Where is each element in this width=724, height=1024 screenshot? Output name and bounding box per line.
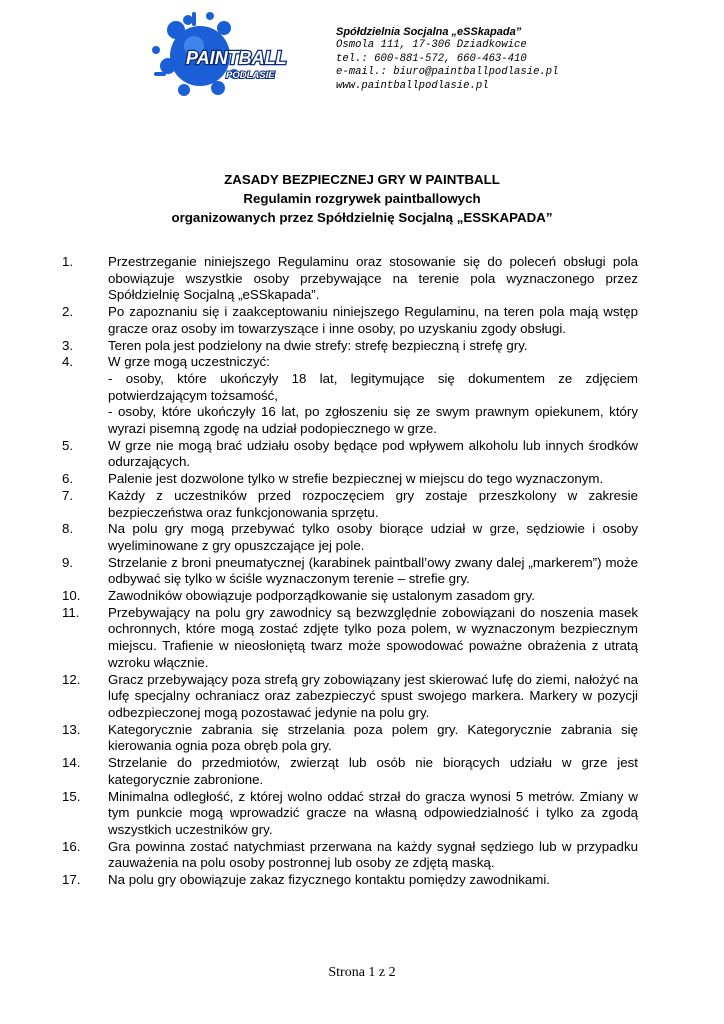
rule-text: Gra powinna zostać natychmiast przerwana na każdy sygnał sędziego lub w przypadku zauważenia na polu osoby postronnej lub osoby ze zdjętą maską. — [108, 838, 638, 871]
title-line-1: ZASADY BEZPIECZNEJ GRY W PAINTBALL — [224, 172, 500, 187]
organization-name: Spółdzielnia Socjalna „eSSkapada” — [336, 26, 522, 38]
rule-text: Palenie jest dozwolone tylko w strefie bezpiecznej w miejscu do tego wyznaczonym. — [108, 471, 604, 487]
rule-subitem: - osoby, które ukończyły 16 lat, po zgłoszeniu się ze swym prawnym opiekunem, który wyrazi pisemną zgodę na udział podopiecznego w grze. — [108, 404, 638, 437]
rule-item — [62, 521, 638, 554]
rule-text: Gracz przebywający poza strefą gry zobowiązany jest skierować lufę do ziemi, nałożyć na lufę specjalny ochraniacz oraz zabezpieczyć spust swojego markera. Markery w pozycji odbezpieczonej mogą pozostawać jedynie na polu gry. — [108, 671, 638, 720]
rule-item — [62, 471, 638, 488]
rule-text: Każdy z uczestników przed rozpoczęciem gry zostaje przeszkolony w zakresie bezpieczeństwa oraz funkcjonowania sprzętu. — [108, 487, 638, 520]
rule-number: 11. — [62, 604, 80, 620]
rule-number: 10. — [62, 588, 81, 604]
address: Osmola 111, 17-306 Dziadkowice — [336, 39, 527, 52]
rule-item — [62, 722, 638, 755]
rules-list — [62, 254, 638, 889]
page-number: Strona 1 z 2 — [328, 965, 396, 980]
rule-number: 15. — [62, 788, 81, 804]
rule-number: 1. — [62, 254, 74, 269]
document-title — [0, 170, 724, 227]
rule-number: 4. — [62, 354, 74, 370]
contact-block — [336, 26, 559, 93]
rule-number: 17. — [62, 872, 81, 888]
rule-text: Na polu gry obowiązuje zakaz fizycznego kontaktu pomiędzy zawodnikami. — [108, 872, 550, 888]
rule-item — [62, 605, 638, 672]
rule-number: 14. — [62, 755, 81, 771]
rule-item — [62, 304, 638, 337]
rule-item — [62, 354, 638, 438]
paint-splat-icon — [148, 10, 296, 102]
rule-text: W grze nie mogą brać udziału osoby będące pod wpływem alkoholu lub innych środków odurzających. — [108, 437, 638, 470]
rule-text: Przestrzeganie niniejszego Regulaminu oraz stosowanie się do poleceń obsługi pola obowiązuje wszystkie osoby przebywające na terenie pola wyznaczonego przez Spółdzielnię Socjalną „eSSkapada”. — [108, 254, 638, 303]
rule-subitem: - osoby, które ukończyły 18 lat, legitymujące się dokumentem ze zdjęciem potwierdzającym tożsamość, — [108, 370, 638, 403]
website: www.paintballpodlasie.pl — [336, 79, 489, 92]
rule-text: W grze mogą uczestniczyć: — [108, 354, 270, 370]
rule-item — [62, 588, 638, 605]
title-line-3: organizowanych przez Spółdzielnię Socjalną „ESSKAPADA” — [171, 210, 553, 225]
rule-item — [62, 789, 638, 839]
rule-number: 13. — [62, 721, 81, 737]
rule-text: Strzelanie do przedmiotów, zwierząt lub osób nie biorących udziału w grze jest kategorycznie zabronione. — [108, 755, 638, 787]
rule-text: Zawodników obowiązuje podporządkowanie się ustalonym zasadom gry. — [108, 588, 535, 604]
rule-item — [62, 672, 638, 722]
rule-text: Na polu gry mogą przebywać tylko osoby biorące udział w grze, sędziowie i osoby wyeliminowane z gry opuszczające jej pole. — [108, 521, 638, 553]
rule-number: 9. — [62, 554, 74, 570]
rule-number: 3. — [62, 337, 74, 353]
rule-item — [62, 254, 638, 304]
rule-item — [62, 438, 638, 471]
rule-text: Kategorycznie zabrania się strzelania poza polem gry. Kategorycznie zabrania się kierowania ognia poza obręb pola gry. — [108, 721, 638, 754]
rule-item — [62, 872, 638, 889]
logo-main-text: PAINTBALL — [186, 48, 287, 68]
rule-item — [62, 555, 638, 588]
phone: tel.: 600-881-572, 660-463-410 — [336, 52, 527, 65]
rule-text: Minimalna odległość, z której wolno oddać strzał do gracza wynosi 5 metrów. Zmiany w tym punkcie mogą wprowadzić gracze na własną odpowiedzialność i tylko za zgodą wszystkich uczestników gry. — [108, 788, 638, 837]
rule-number: 7. — [62, 487, 74, 503]
email: e-mail.: biuro@paintballpodlasie.pl — [336, 66, 559, 79]
title-line-2: Regulamin rozgrywek paintballowych — [243, 191, 481, 206]
rule-number: 6. — [62, 471, 74, 487]
rule-number: 8. — [62, 521, 74, 537]
rule-number: 5. — [62, 437, 74, 453]
rule-item — [62, 488, 638, 521]
rule-item — [62, 338, 638, 355]
rule-text: Po zapoznaniu się i zaakceptowaniu niniejszego Regulaminu, na teren pola mają wstęp gracze oraz osoby im towarzyszące i inne osoby, po uzyskaniu zgody obsługi. — [108, 304, 638, 336]
rule-text: Strzelanie z broni pneumatycznej (karabinek paintball’owy zwany dalej „markerem”) może odbywać się tylko w ściśle wyznaczonym terenie – strefie gry. — [108, 554, 638, 587]
rule-number: 2. — [62, 304, 74, 320]
rule-number: 12. — [62, 671, 81, 687]
rule-item — [62, 839, 638, 872]
rule-text: Przebywający na polu gry zawodnicy są bezwzględnie zobowiązani do noszenia masek ochronnych, które mogą zostać zdjęte tylko poza polem, w wyznaczonym bezpiecznym miejscu. Trafienie w nieosłoniętą twarz może spowodować poważne obrażenia z utratą wzroku włącznie. — [108, 604, 638, 670]
paintball-podlasie-logo — [148, 10, 296, 102]
logo-sub-text: PODLASIE — [226, 70, 275, 81]
rule-text: Teren pola jest podzielony na dwie strefy: strefę bezpieczną i strefę gry. — [108, 337, 528, 353]
rule-number: 16. — [62, 838, 81, 854]
rule-item — [62, 755, 638, 788]
